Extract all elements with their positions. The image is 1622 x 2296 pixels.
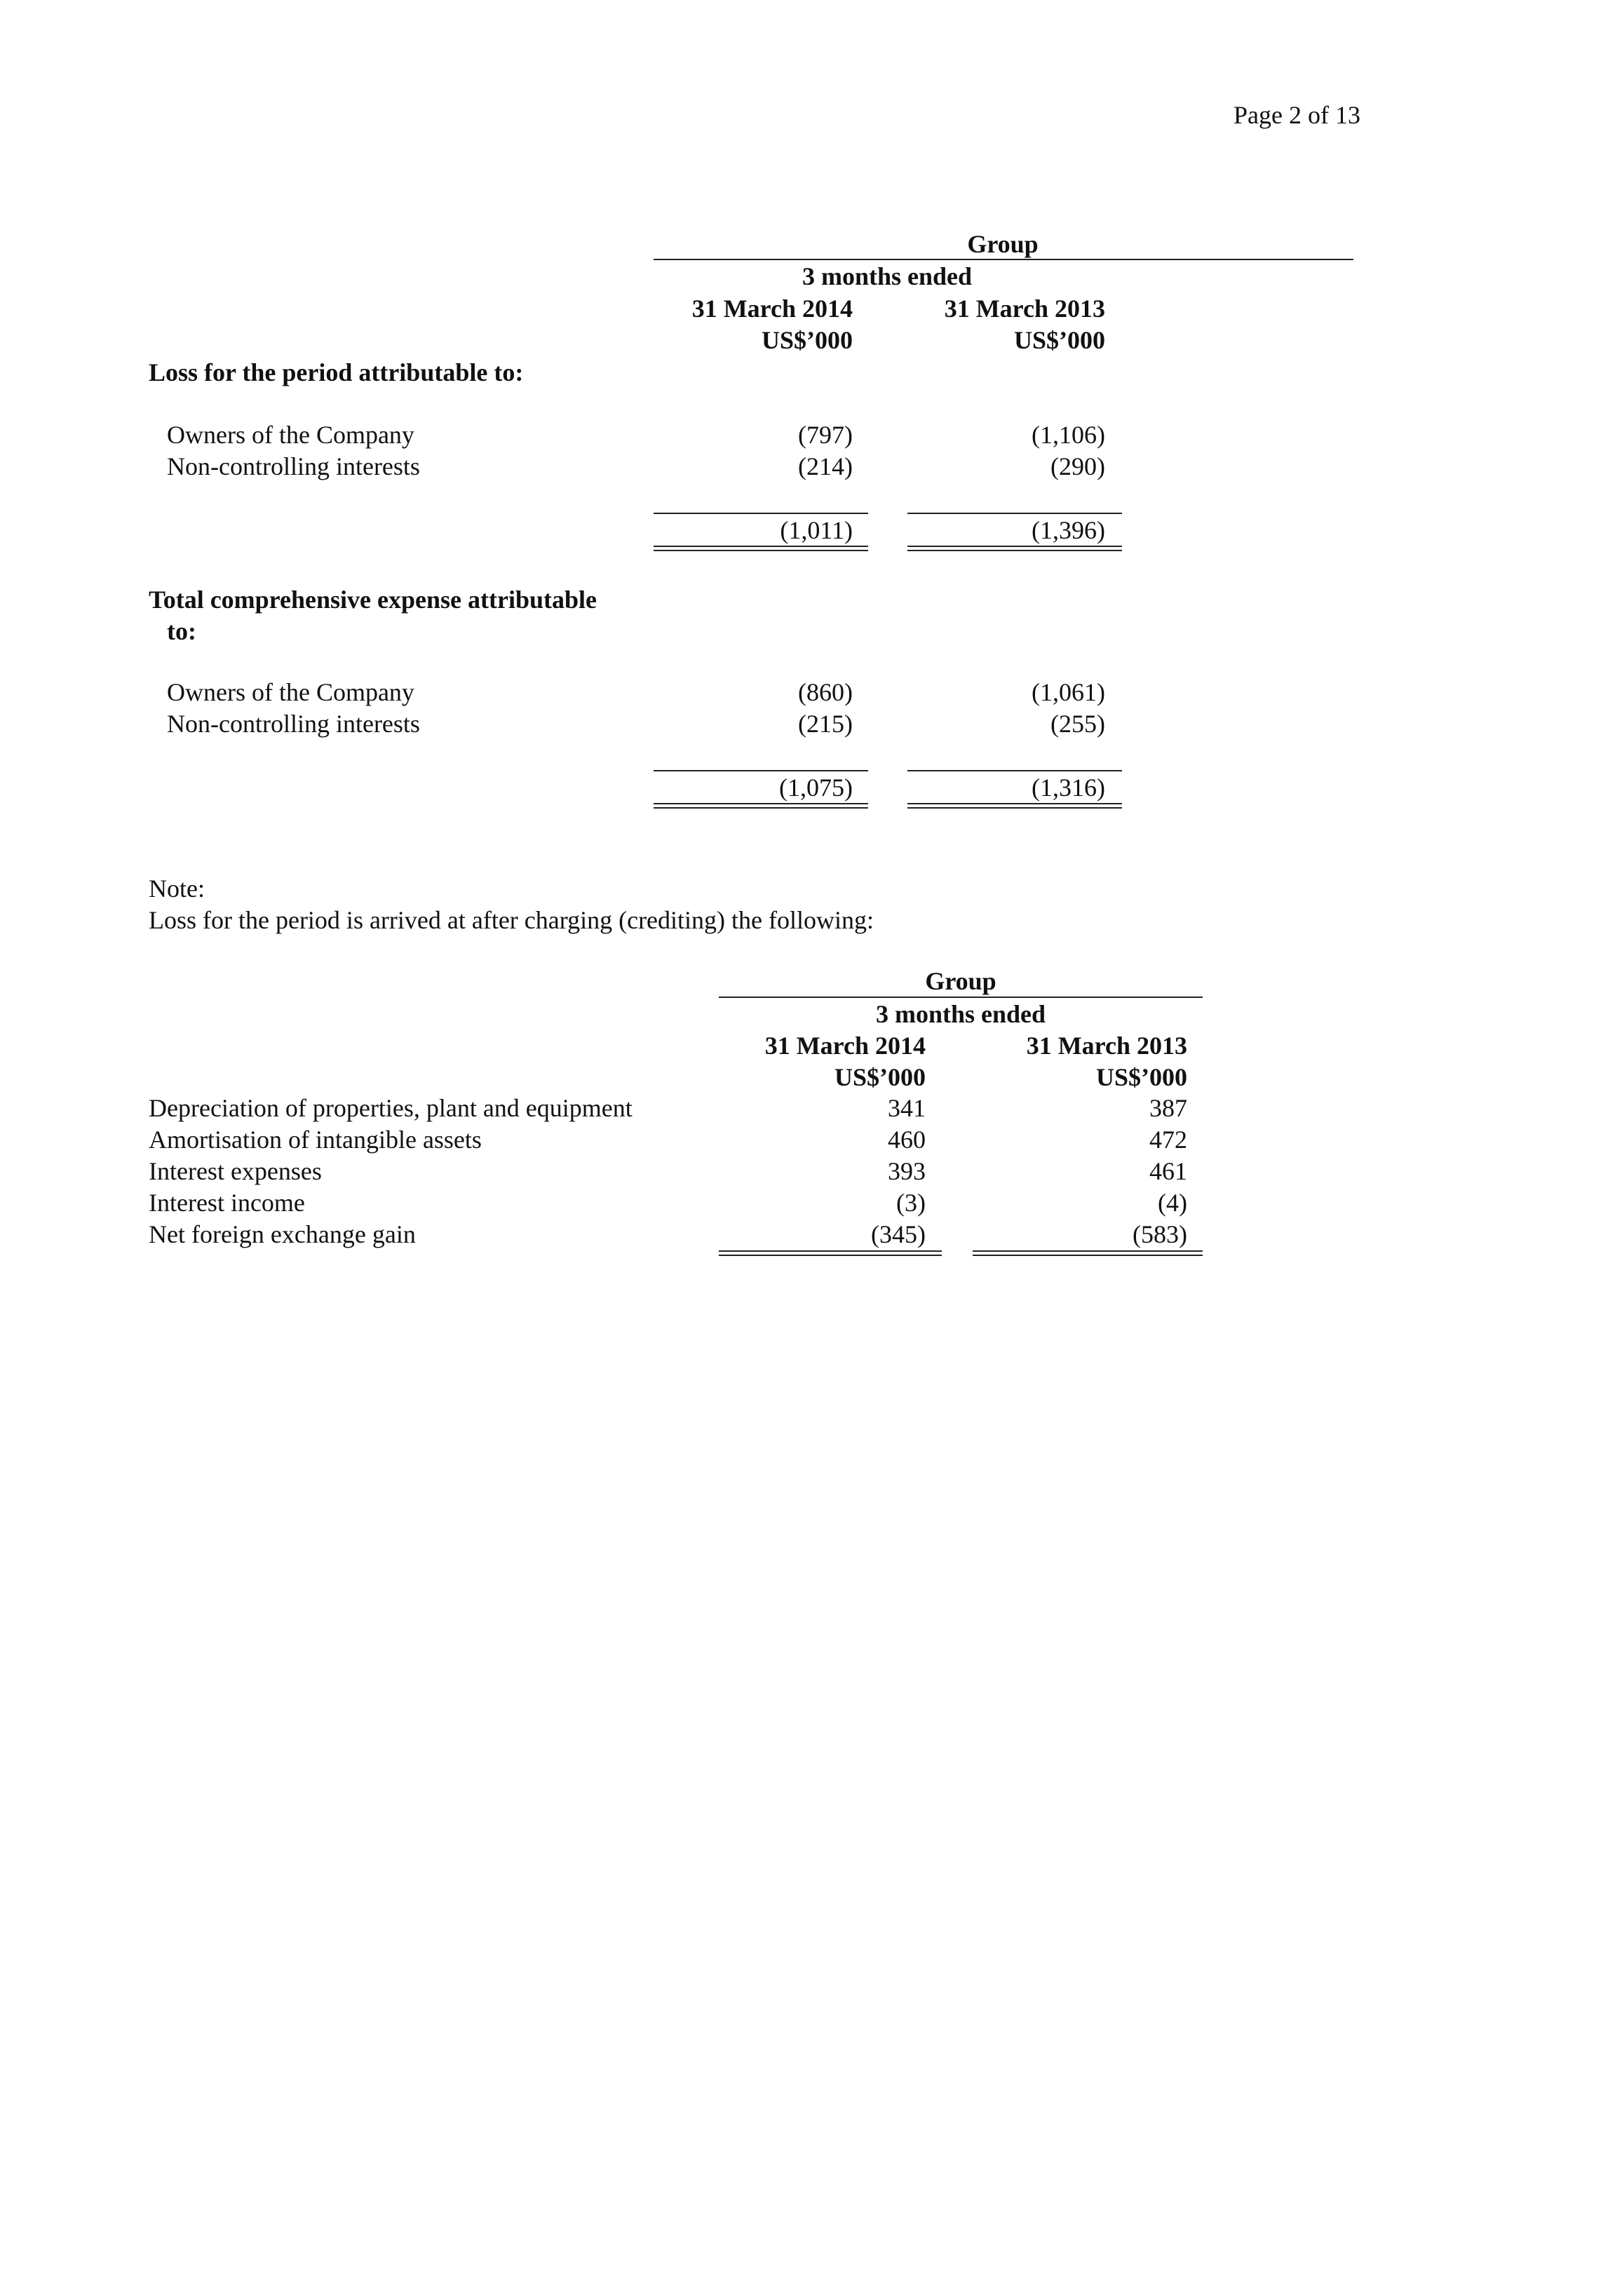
section-heading: Loss for the period attributable to: — [149, 358, 524, 386]
value-2014: (214) — [798, 452, 853, 480]
total-2013: (1,396) — [1032, 516, 1105, 544]
subtotal-rule — [654, 513, 868, 514]
value-2014: 393 — [888, 1157, 926, 1185]
total-double-rule — [907, 546, 1122, 551]
value-2013: 472 — [1149, 1126, 1187, 1154]
row-label: Owners of the Company — [167, 678, 414, 706]
note-text: Loss for the period is arrived at after charging (crediting) the following: — [149, 906, 874, 934]
col2-date: 31 March 2013 — [944, 295, 1105, 323]
value-2014: (345) — [871, 1220, 926, 1248]
value-2013: 461 — [1149, 1157, 1187, 1185]
total-double-rule — [973, 1250, 1203, 1256]
total-2013: (1,316) — [1032, 774, 1105, 802]
value-2013: (4) — [1158, 1189, 1187, 1217]
row-label: Non-controlling interests — [167, 452, 420, 480]
value-2014: (3) — [896, 1189, 926, 1217]
row-label: Non-controlling interests — [167, 710, 420, 738]
section-heading-cont: to: — [167, 617, 196, 645]
row-label: Interest expenses — [149, 1157, 322, 1185]
col1-date: 31 March 2014 — [691, 295, 853, 323]
value-2014: (215) — [798, 710, 853, 738]
group-header: Group — [925, 967, 996, 995]
row-label: Owners of the Company — [167, 421, 414, 449]
page-number: Page 2 of 13 — [1234, 101, 1360, 129]
total-double-rule — [654, 803, 868, 809]
subtotal-rule — [654, 770, 868, 771]
group-underline — [654, 259, 1353, 260]
value-2014: 460 — [888, 1126, 926, 1154]
value-2014: (860) — [798, 678, 853, 706]
value-2013: 387 — [1149, 1094, 1187, 1122]
value-2014: (797) — [798, 421, 853, 449]
value-2013: (1,061) — [1032, 678, 1105, 706]
col1-date: 31 March 2014 — [764, 1032, 926, 1060]
col2-date: 31 March 2013 — [1026, 1032, 1187, 1060]
col1-unit: US$’000 — [834, 1063, 926, 1091]
row-label: Net foreign exchange gain — [149, 1220, 416, 1248]
row-label: Amortisation of intangible assets — [149, 1126, 482, 1154]
note-title: Note: — [149, 874, 205, 903]
col2-unit: US$’000 — [1095, 1063, 1187, 1091]
value-2013: (583) — [1133, 1220, 1187, 1248]
total-double-rule — [907, 803, 1122, 809]
group-underline — [719, 997, 1203, 998]
total-double-rule — [719, 1250, 942, 1256]
period-header: 3 months ended — [802, 262, 973, 290]
period-header: 3 months ended — [875, 1000, 1046, 1028]
value-2014: 341 — [888, 1094, 926, 1122]
col1-unit: US$’000 — [761, 326, 853, 354]
subtotal-rule — [907, 770, 1122, 771]
value-2013: (290) — [1050, 452, 1105, 480]
total-2014: (1,075) — [779, 774, 853, 802]
row-label: Depreciation of properties, plant and equipment — [149, 1094, 633, 1122]
section-heading: Total comprehensive expense attributable — [149, 586, 597, 614]
value-2013: (255) — [1050, 710, 1105, 738]
group-header: Group — [967, 230, 1039, 258]
col2-unit: US$’000 — [1013, 326, 1105, 354]
total-2014: (1,011) — [780, 516, 853, 544]
subtotal-rule — [907, 513, 1122, 514]
value-2013: (1,106) — [1032, 421, 1105, 449]
row-label: Interest income — [149, 1189, 305, 1217]
total-double-rule — [654, 546, 868, 551]
